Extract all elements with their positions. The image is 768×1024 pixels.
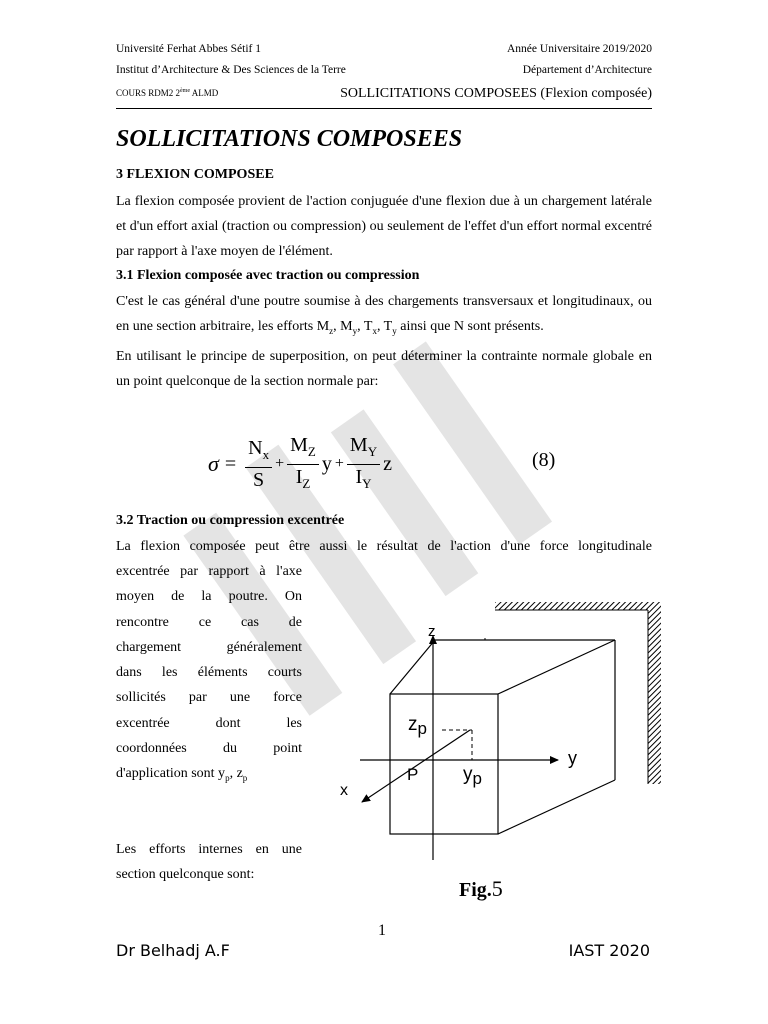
figure-caption: Fig.5 bbox=[459, 876, 503, 901]
header-university: Université Ferhat Abbes Sétif 1 bbox=[116, 43, 262, 55]
footer-org: IAST 2020 bbox=[568, 941, 650, 960]
side-line: excentrée dont les bbox=[116, 715, 302, 731]
side-line: rencontre ce cas de bbox=[116, 614, 302, 630]
section-3-1-heading: 3.1 Flexion composée avec traction ou compression bbox=[116, 268, 420, 283]
section-3-heading: 3 FLEXION COMPOSEE bbox=[116, 167, 274, 182]
section-3-1-paragraph: C'est le cas général d'une poutre soumise à des chargements transversaux et longitudinaux, ou en une section arbitraire, les efforts $M_z$, $M_y$, $T_x$, $T_y$ ainsi que N sont présents. En utilisant le principe de superposition, on peut déterminer la contrainte normale globale en un point quelconque de la section normale par: bbox=[116, 294, 652, 389]
label-yp: yp bbox=[463, 764, 482, 788]
footer-author: Dr Belhadj A.F bbox=[116, 941, 230, 960]
figure-5-diagram bbox=[320, 590, 670, 880]
header-institute: Institut d’Architecture & Des Sciences de la Terre bbox=[116, 64, 346, 76]
efforts-text: Les efforts internes en une section quelconque sont: bbox=[116, 842, 302, 883]
side-line: sollicités par une force bbox=[116, 690, 302, 706]
header-topic: SOLLICITATIONS COMPOSEES (Flexion composée) bbox=[340, 86, 652, 101]
section-3-paragraph: La flexion composée provient de l'action conjuguée d'une flexion due à un chargement latérale et d'un effort axial (traction ou compression) ou seulement de l'effet d'un effort normal excentré par rapport à l'axe moyen de l'élément. bbox=[116, 194, 652, 259]
side-line: coordonnées du point bbox=[116, 741, 302, 757]
label-y: y bbox=[568, 748, 577, 768]
page-number: 1 bbox=[378, 922, 386, 939]
equation-number: (8) bbox=[532, 449, 556, 471]
page-title: SOLLICITATIONS COMPOSEES bbox=[116, 126, 463, 152]
label-zp: zp bbox=[408, 714, 427, 738]
side-line: excentrée par rapport à l'axe bbox=[116, 564, 302, 579]
equation-8: σ = $\frac{N_x}{S}$ + $\frac{M_Z}{I_Z}$ y + $\frac{M_Y}{I_Y}$ z bbox=[208, 433, 392, 491]
header-rule bbox=[116, 108, 652, 109]
header-department: Département d’Architecture bbox=[522, 64, 652, 76]
section-3-2-heading: 3.2 Traction ou compression excentrée bbox=[116, 513, 345, 528]
side-line: moyen de la poutre. On bbox=[116, 589, 302, 605]
label-x: x bbox=[340, 782, 348, 799]
side-line: dans les éléments courts bbox=[116, 665, 302, 681]
header-course: COURS RDM2 2ème ALMD bbox=[116, 88, 219, 98]
section-3-2-line1: La flexion composée peut être aussi le résultat de l'action d'une force longitudinale bbox=[116, 539, 652, 554]
section-3-2-side-text bbox=[116, 559, 302, 791]
header-year: Année Universitaire 2019/2020 bbox=[507, 43, 652, 55]
label-p: P bbox=[407, 765, 419, 784]
side-line: chargement généralement bbox=[116, 639, 302, 655]
side-line-last: d'application sont $y_p$, $z_p$ bbox=[116, 766, 248, 784]
label-z: z bbox=[428, 623, 436, 640]
